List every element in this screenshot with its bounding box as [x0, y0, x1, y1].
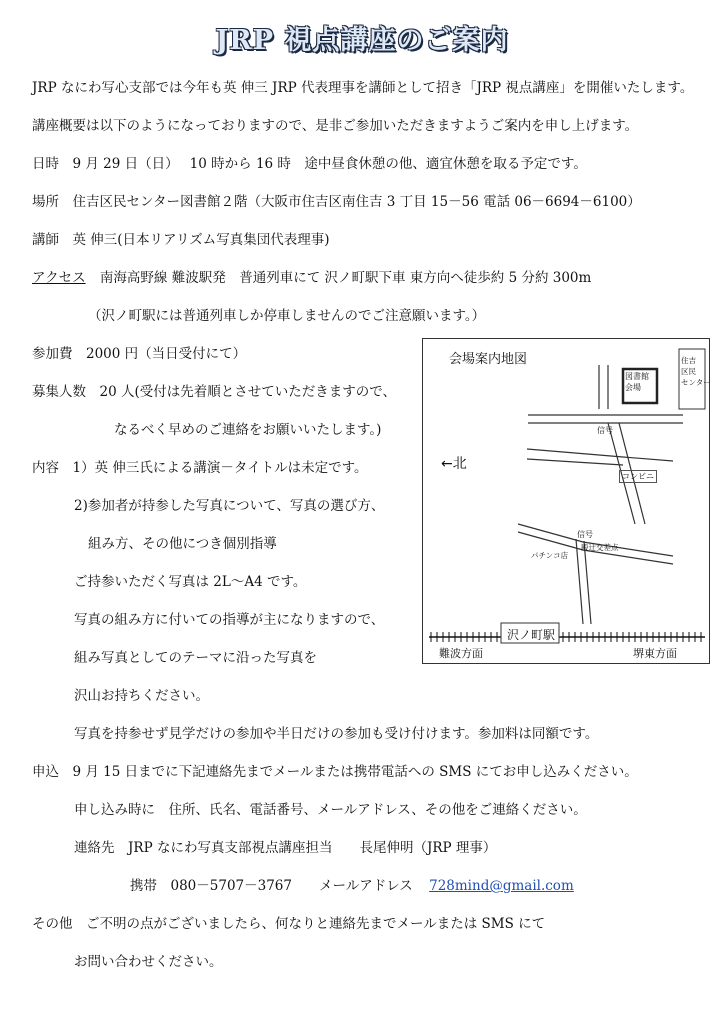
- apply-line-1: 申込 9 月 15 日までに下記連絡先までメールまたは携帯電話への SMS にてお申し込みください。: [32, 764, 638, 780]
- map-title: 会場案内地図: [449, 352, 528, 367]
- library-label: [625, 371, 649, 393]
- center-label: [681, 355, 711, 388]
- intro-line-2: 講座概要は以下のようになっておりますので、是非ご参加いただきますようご案内を申し上げます。: [32, 118, 639, 134]
- other-line-1: その他 ご不明の点がございましたら、何なりと連絡先までメールまたは SMS にて: [32, 916, 546, 932]
- capacity-line-2: なるべく早めのご連絡をお願いいたします。): [114, 422, 382, 438]
- access-text: 南海高野線 難波駅発 普通列車にて 沢ノ町駅下車 東方向へ徒歩約 5 分約 300m: [99, 270, 592, 286]
- access-note: （沢ノ町駅には普通列車しか停車しませんのでご注意願います。）: [88, 308, 486, 324]
- map-drawing: [423, 339, 711, 665]
- fee-line: 参加費 2000 円（当日受付にて）: [32, 346, 247, 362]
- content-line-4: ご持参いただく写真は 2L～A4 です。: [74, 574, 307, 590]
- content-line-5: 写真の組み方に付いての指導が主になりますので、: [74, 612, 385, 628]
- venue-map: [422, 338, 710, 664]
- signal-label-2: 信号: [577, 530, 593, 539]
- signal-label-1: 信号: [597, 426, 613, 435]
- pachinko-label: パチンコ店: [531, 551, 569, 560]
- content-line-8: 写真を持参せず見学だけの参加や半日だけの参加も受け付けます。参加料は同額です。: [74, 726, 599, 742]
- library-label-line-1: 図書館: [625, 372, 649, 381]
- content-line-1: 内容 1）英 伸三氏による講演－タイトルは未定です。: [32, 460, 368, 476]
- contact-phone-line: [130, 877, 574, 895]
- capacity-line-1: 募集人数 20 人(受付は先着順とさせていただきますので、: [32, 384, 396, 400]
- content-line-3: 組み方、その他につき個別指導: [88, 536, 277, 552]
- north-arrow: ←北: [441, 456, 467, 472]
- contact-email-link[interactable]: 728mind@gmail.com: [429, 878, 574, 894]
- date-line: 日時 9 月 29 日（日） 10 時から 16 時 途中昼食休憩の他、適宜休憩を取る予定です。: [32, 156, 587, 172]
- page-title: JRP 視点講座のご案内: [215, 25, 509, 56]
- center-label-line-2: 区民: [681, 367, 696, 376]
- center-label-line-1: 住吉: [681, 356, 696, 365]
- convenience-store-label: コンビニ: [619, 470, 657, 483]
- apply-line-2: 申し込み時に 住所、氏名、電話番号、メールアドレス、その他をご連絡ください。: [74, 802, 587, 818]
- content-line-7: 沢山お持ちください。: [74, 688, 209, 704]
- place-line: 場所 住吉区民センター図書館２階（大阪市住吉区南住吉 3 丁目 15－56 電話 06－6694－6100）: [32, 194, 641, 210]
- access-label: アクセス: [32, 270, 86, 286]
- center-label-line-3: センター: [681, 378, 711, 387]
- content-line-6: 組み写真としてのテーマに沿った写真を: [74, 650, 317, 666]
- station-label: 沢ノ町駅: [507, 628, 556, 642]
- intro-line-1: JRP なにわ写心支部では今年も英 伸三 JRP 代表理事を講師として招き「JRP 視点講座」を開催いたします。: [32, 80, 694, 96]
- lecturer-line: 講師 英 伸三(日本リアリズム写真集団代表理事): [32, 232, 330, 248]
- content-line-2: 2)参加者が持参した写真について、写真の選び方、: [74, 498, 385, 514]
- other-line-2: お問い合わせください。: [74, 954, 223, 970]
- intersection-label: 殿辻交差点: [581, 543, 619, 552]
- contact-line: 連絡先 JRP なにわ写真支部視点講座担当 長尾伸明（JRP 理事）: [74, 840, 497, 856]
- contact-phone: 携帯 080－5707－3767 メールアドレス: [130, 878, 413, 894]
- namba-direction-label: 難波方面: [439, 647, 483, 660]
- library-label-line-2: 会場: [625, 383, 641, 392]
- sakaihigashi-direction-label: 堺東方面: [633, 647, 677, 660]
- access-line: [32, 269, 591, 287]
